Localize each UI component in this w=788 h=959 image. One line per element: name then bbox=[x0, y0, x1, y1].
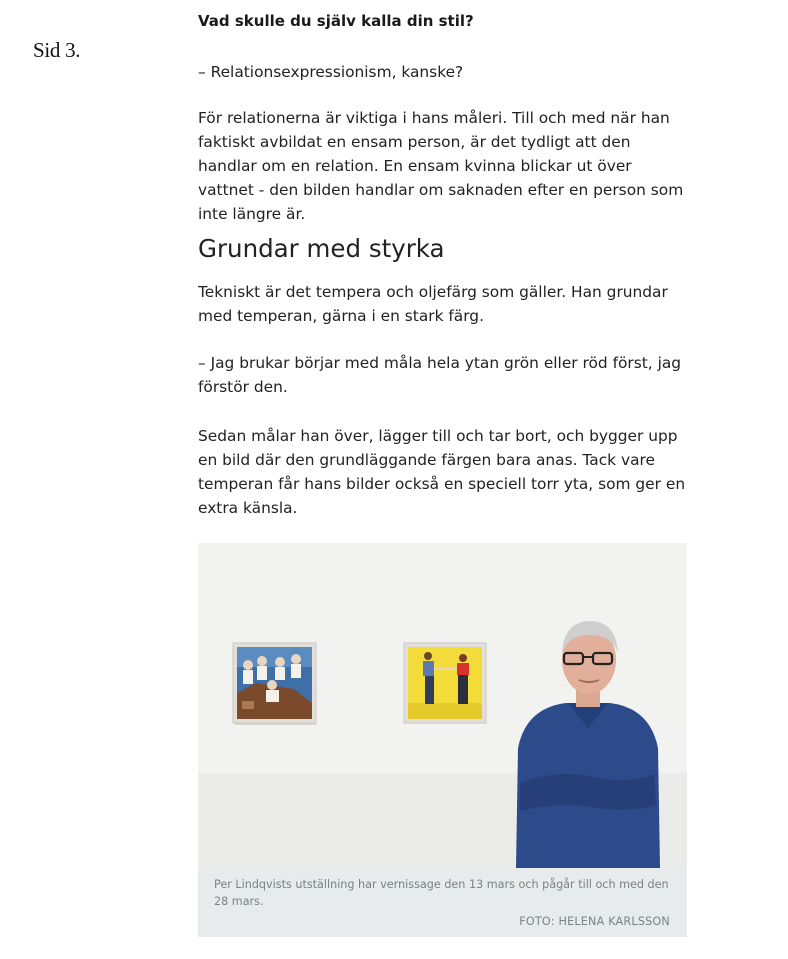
exhibition-photo bbox=[198, 543, 687, 868]
caption-text: Per Lindqvists utställning har vernissage den 13 mars och pågår till och med den 28 mars. bbox=[214, 878, 669, 908]
article-paragraph: Tekniskt är det tempera och oljefärg som gäller. Han grundar med temperan, gärna i en stark färg. bbox=[198, 283, 668, 325]
section-heading: Grundar med styrka bbox=[198, 234, 445, 263]
painting-yellow bbox=[404, 643, 486, 723]
page-number-label: Sid 3. bbox=[33, 38, 81, 62]
article-paragraph: För relationerna är viktiga i hans måleri. Till och med när han faktiskt avbildat en ensam person, är det tydligt att den handlar om en relation. En ensam kvinna blickar ut över vattnet - den bilden handlar om saknaden efter en person som inte längre är. bbox=[198, 109, 684, 223]
photo-credit: FOTO: HELENA KARLSSON bbox=[519, 915, 670, 928]
painting-boat bbox=[233, 643, 316, 725]
article-paragraph: – Relationsexpressionism, kanske? bbox=[198, 63, 464, 81]
article-paragraph: Sedan målar han över, lägger till och tar bort, och bygger upp en bild där den grundläggande färgen bara anas. Tack vare temperan får hans bilder också en speciell torr yta, som ger en extra känsla. bbox=[198, 427, 686, 517]
photo-caption bbox=[198, 868, 687, 937]
article-figure bbox=[198, 543, 687, 937]
interview-question: Vad skulle du själv kalla din stil? bbox=[198, 12, 474, 30]
article-paragraph: – Jag brukar börjar med måla hela ytan grön eller röd först, jag förstör den. bbox=[198, 354, 682, 396]
